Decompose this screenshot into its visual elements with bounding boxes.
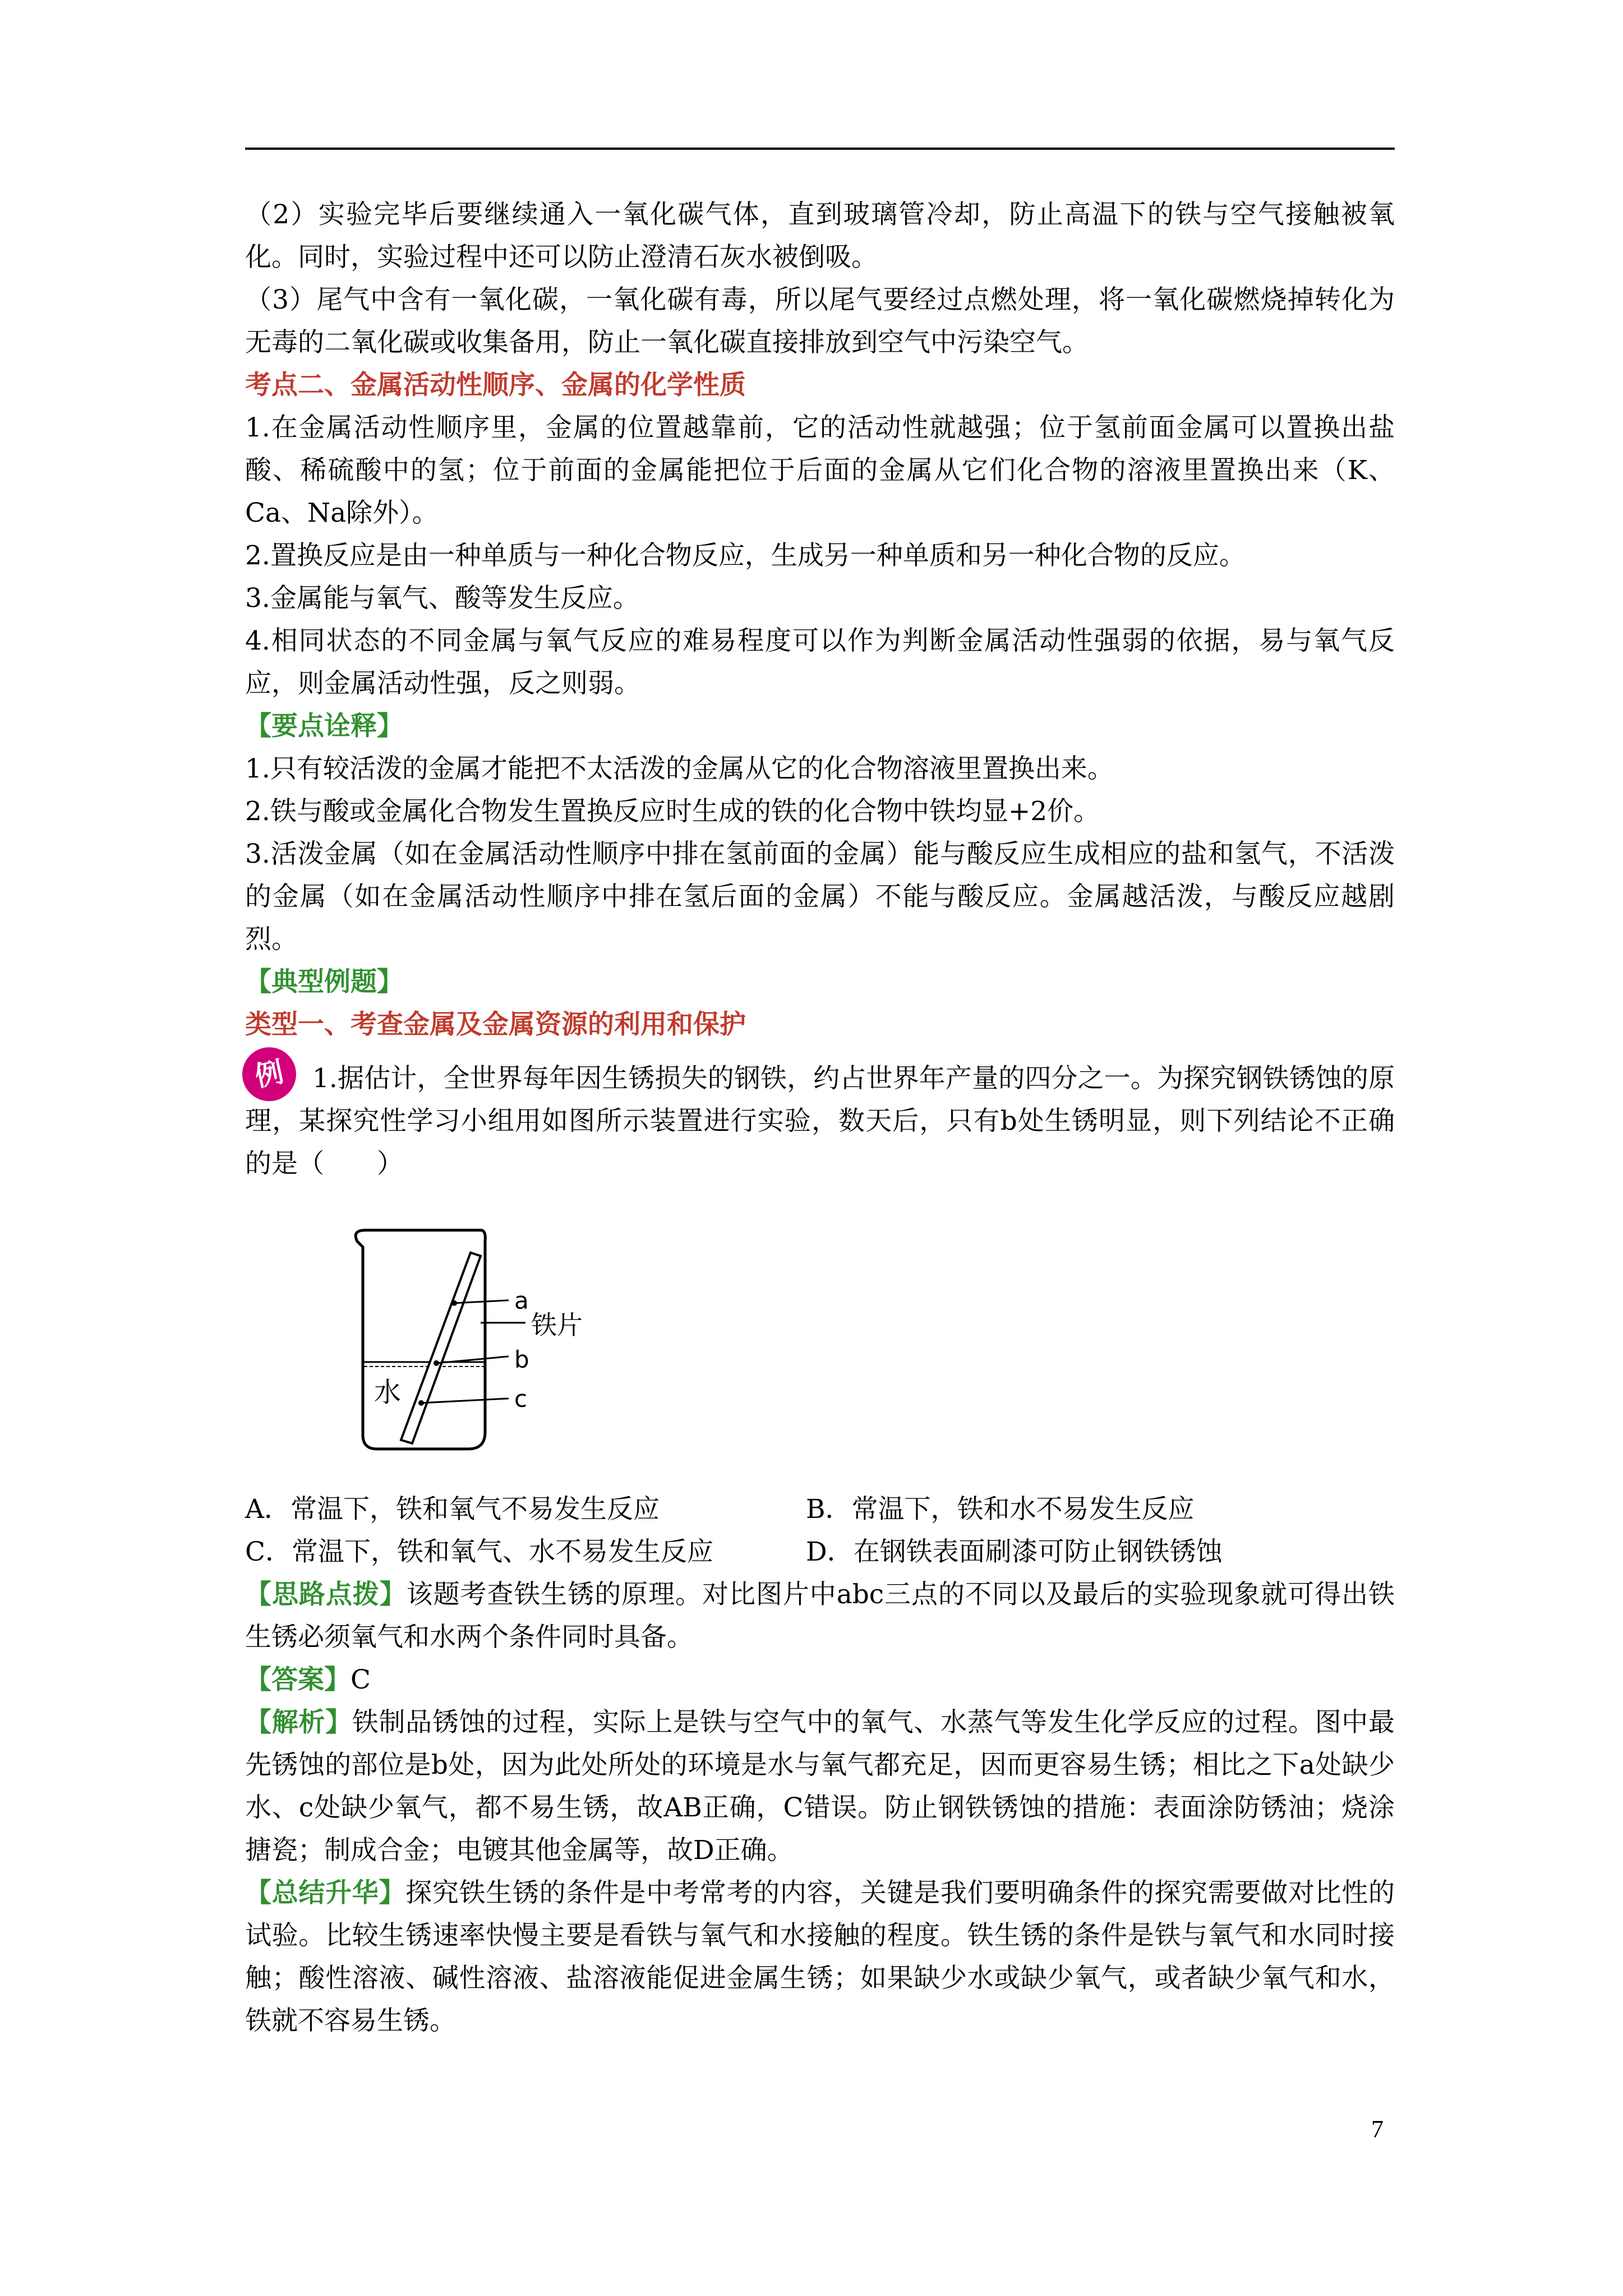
analysis-text: 铁制品锈蚀的过程，实际上是铁与空气中的氧气、水蒸气等发生化学反应的过程。图中最先锈蚀的部位是b处，因为此处所处的环境是水与氧气都充足，因而更容易生锈；相比之下a处缺少水、c处缺少氧气，都不易生锈，故AB正确，C错误。防止钢铁锈蚀的措施：表面涂防锈油；烧涂搪瓷；制成合金；电镀其他金属等，故D正确。 — [245, 1707, 1395, 1866]
beaker-diagram — [340, 1208, 654, 1466]
iron-strip — [401, 1253, 481, 1443]
key-point-1: 1.只有较活泼的金属才能把不太活泼的金属从它的化合物溶液里置换出来。 — [245, 753, 1114, 784]
answer-options — [245, 1488, 1395, 1573]
section-heading-metal-activity: 考点二、金属活动性顺序、金属的化学性质 — [245, 370, 746, 401]
label-c: c — [514, 1385, 528, 1412]
hint-text: 该题考查铁生锈的原理。对比图片中abc三点的不同以及最后的实验现象就可得出铁生锈必须氧气和水两个条件同时具备。 — [245, 1579, 1395, 1653]
page-number: 7 — [1371, 2115, 1384, 2143]
option-d: D．在钢铁表面刷漆可防止钢铁锈蚀 — [806, 1536, 1223, 1567]
answer-text: C — [351, 1664, 371, 1695]
summary-paragraph — [245, 1872, 1395, 2042]
paragraph-cooling: （2）实验完毕后要继续通入一氧化碳气体，直到玻璃管冷却，防止高温下的铁与空气接触被氧化。同时，实验过程中还可以防止澄清石灰水被倒吸。 — [245, 199, 1395, 273]
summary-text: 探究铁生锈的条件是中考常考的内容，关键是我们要明确条件的探究需要做对比性的试验。比较生锈速率快慢主要是看铁与氧气和水接触的程度。铁生锈的条件是铁与氧气和水同时接触；酸性溶液、碱性溶液、盐溶液能促进金属生锈；如果缺少水或缺少氧气，或者缺少氧气和水，铁就不容易生锈。 — [245, 1878, 1395, 2036]
summary-label: 【总结升华】 — [245, 1878, 406, 1908]
label-iron: 铁片 — [531, 1310, 583, 1340]
section2-item-4: 4.相同状态的不同金属与氧气反应的难易程度可以作为判断金属活动性强弱的依据，易与氧气反应，则金属活动性强，反之则弱。 — [245, 625, 1395, 699]
page-content — [245, 194, 1395, 2042]
option-c: C．常温下，铁和氧气、水不易发生反应 — [245, 1536, 713, 1567]
example-question: 1.据估计，全世界每年因生锈损失的钢铁，约占世界年产量的四分之一。为探究钢铁锈蚀的原理，某探究性学习小组用如图所示装置进行实验，数天后，只有b处生锈明显，则下列结论不正确的是（ ） — [245, 1063, 1395, 1179]
answer-label: 【答案】 — [245, 1664, 351, 1695]
answer-paragraph — [245, 1659, 1395, 1701]
label-b: b — [514, 1346, 529, 1373]
key-point-2: 2.铁与酸或金属化合物发生置换反应时生成的铁的化合物中铁均显+2价。 — [245, 796, 1100, 827]
section2-item-3: 3.金属能与氧气、酸等发生反应。 — [245, 583, 639, 614]
paragraph-tail-gas: （3）尾气中含有一氧化碳，一氧化碳有毒，所以尾气要经过点燃处理，将一氧化碳燃烧掉转化为无毒的二氧化碳或收集备用，防止一氧化碳直接排放到空气中污染空气。 — [245, 284, 1395, 358]
hint-label: 【思路点拨】 — [245, 1579, 407, 1610]
example-1 — [245, 1057, 1395, 1185]
type-one-heading: 类型一、考查金属及金属资源的利用和保护 — [245, 1009, 746, 1040]
section2-item-1: 1.在金属活动性顺序里，金属的位置越靠前，它的活动性就越强；位于氢前面金属可以置换出盐酸、稀硫酸中的氢；位于前面的金属能把位于后面的金属从它们化合物的溶液里置换出来（K、Ca、Na除外）。 — [245, 412, 1395, 528]
key-point-3: 3.活泼金属（如在金属活动性顺序中排在氢前面的金属）能与酸反应生成相应的盐和氢气，不活泼的金属（如在金属活动性顺序中排在氢后面的金属）不能与酸反应。金属越活泼，与酸反应越剧烈。 — [245, 839, 1395, 955]
label-water: 水 — [374, 1377, 402, 1408]
key-points-label: 【要点诠释】 — [245, 711, 403, 742]
hint-paragraph — [245, 1573, 1395, 1659]
label-a: a — [514, 1287, 529, 1314]
option-a: A．常温下，铁和氧气不易发生反应 — [245, 1494, 660, 1525]
examples-label: 【典型例题】 — [245, 967, 403, 997]
analysis-paragraph — [245, 1701, 1395, 1872]
header-rule — [245, 148, 1395, 150]
beaker-figure — [245, 1208, 1395, 1488]
analysis-label: 【解析】 — [245, 1707, 352, 1738]
section2-item-2: 2.置换反应是由一种单质与一种化合物反应，生成另一种单质和另一种化合物的反应。 — [245, 540, 1246, 571]
example-badge-icon: 例 — [237, 1042, 301, 1106]
option-b: B．常温下，铁和水不易发生反应 — [806, 1494, 1195, 1525]
leader-c — [421, 1398, 509, 1403]
